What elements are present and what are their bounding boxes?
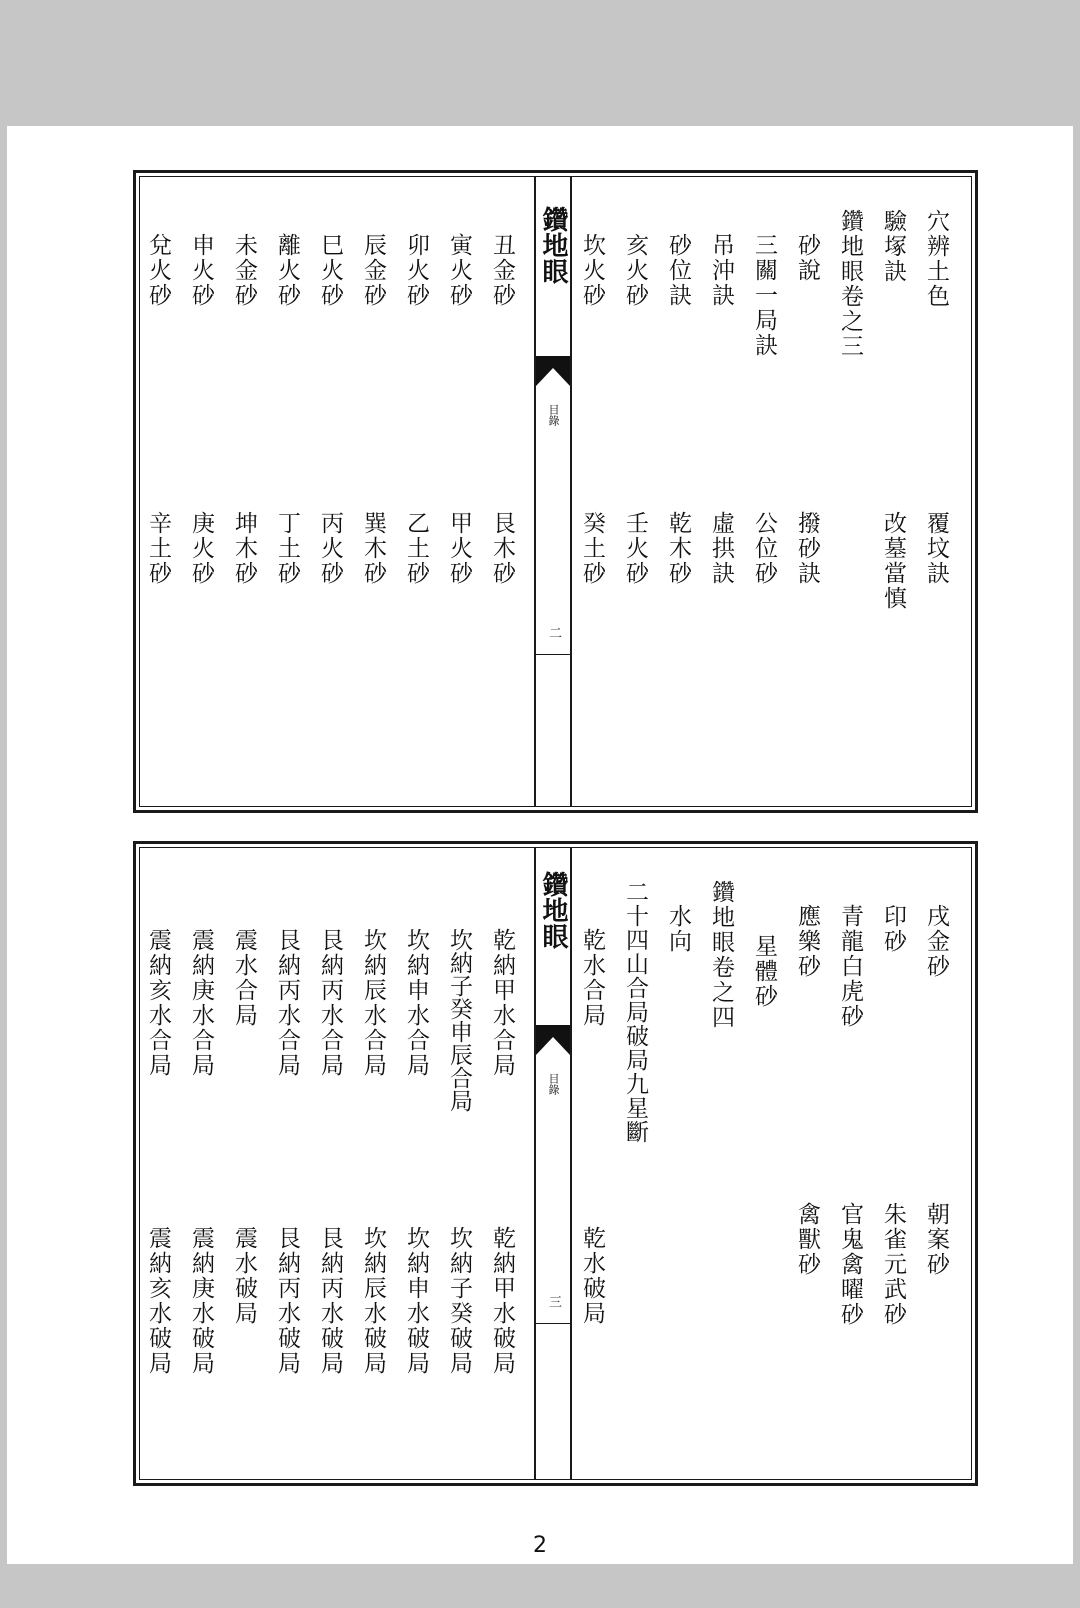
toc-entry: 改墓當慎 — [880, 511, 906, 611]
toc-entry: 艮納丙水破局 — [317, 1226, 343, 1376]
fishtail-mark — [536, 1025, 570, 1055]
gutter-rule — [536, 654, 570, 655]
toc-entry: 甲火砂 — [446, 511, 472, 586]
toc-entry: 丁土砂 — [274, 511, 300, 586]
toc-entry: 朱雀元武砂 — [880, 1202, 906, 1327]
toc-entry: 覆坟訣 — [923, 511, 949, 586]
gutter-lower — [534, 847, 572, 1480]
toc-entry: 巽木砂 — [360, 511, 386, 586]
toc-entry: 坎納申水破局 — [403, 1226, 429, 1376]
toc-entry: 未金砂 — [231, 233, 257, 308]
toc-entry: 巳火砂 — [317, 233, 343, 308]
toc-entry: 印砂 — [880, 904, 906, 954]
toc-entry: 震水破局 — [231, 1226, 257, 1326]
toc-entry: 青龍白虎砂 — [837, 904, 863, 1029]
toc-entry: 離火砂 — [274, 233, 300, 308]
panel-lower — [133, 841, 978, 1486]
section-heading: 水向 — [665, 904, 691, 954]
toc-entry: 星體砂 — [751, 934, 777, 1009]
toc-entry: 虛拱訣 — [708, 511, 734, 586]
toc-entry: 驗塚訣 — [880, 209, 906, 284]
toc-entry: 庚火砂 — [188, 511, 214, 586]
gutter-rule — [536, 1323, 570, 1324]
toc-entry: 震納庚水合局 — [188, 928, 214, 1078]
toc-entry: 艮納丙水合局 — [317, 928, 343, 1078]
toc-entry: 坎納子癸破局 — [446, 1226, 472, 1376]
volume-heading: 鑽地眼卷之三 — [837, 209, 863, 359]
toc-entry: 公位砂 — [751, 511, 777, 586]
toc-entry: 坎納子癸申辰合局 — [446, 928, 472, 1112]
toc-entry: 亥火砂 — [622, 233, 648, 308]
toc-entry: 癸土砂 — [579, 511, 605, 586]
toc-entry: 三關一局訣 — [751, 233, 777, 358]
toc-entry: 坎納辰水合局 — [360, 928, 386, 1078]
gutter-title: 鑽地眼 — [538, 871, 568, 949]
toc-entry: 艮木砂 — [489, 511, 515, 586]
toc-entry: 申火砂 — [188, 233, 214, 308]
toc-entry: 吊沖訣 — [708, 233, 734, 308]
toc-entry: 坤木砂 — [231, 511, 257, 586]
toc-entry: 卯火砂 — [403, 233, 429, 308]
toc-entry: 坎納辰水破局 — [360, 1226, 386, 1376]
toc-entry: 丙火砂 — [317, 511, 343, 586]
toc-entry: 乾水破局 — [579, 1226, 605, 1326]
toc-entry: 坎火砂 — [579, 233, 605, 308]
toc-entry: 穴辨土色 — [923, 209, 949, 309]
gutter-upper — [534, 176, 572, 807]
toc-entry: 乙土砂 — [403, 511, 429, 586]
toc-entry: 寅火砂 — [446, 233, 472, 308]
toc-entry: 壬火砂 — [622, 511, 648, 586]
toc-entry: 震納亥水破局 — [145, 1226, 171, 1376]
toc-entry: 砂位訣 — [665, 233, 691, 308]
toc-entry: 辛土砂 — [145, 511, 171, 586]
gutter-page: 二 — [546, 626, 561, 639]
toc-entry: 震水合局 — [231, 928, 257, 1028]
toc-entry: 艮納丙水合局 — [274, 928, 300, 1078]
toc-entry: 乾納甲水合局 — [489, 928, 515, 1078]
gutter-section: 目錄 — [547, 404, 560, 426]
toc-entry: 丑金砂 — [489, 233, 515, 308]
toc-entry: 官鬼禽曜砂 — [837, 1202, 863, 1327]
toc-entry: 朝案砂 — [923, 1202, 949, 1277]
toc-entry: 乾納甲水破局 — [489, 1226, 515, 1376]
gutter-title: 鑽地眼 — [538, 206, 568, 284]
toc-entry: 辰金砂 — [360, 233, 386, 308]
toc-entry: 艮納丙水破局 — [274, 1226, 300, 1376]
toc-entry: 乾水合局 — [579, 928, 605, 1028]
panel-upper — [133, 170, 978, 813]
gutter-section: 目錄 — [547, 1073, 560, 1095]
toc-entry: 震納庚水破局 — [188, 1226, 214, 1376]
toc-entry: 乾木砂 — [665, 511, 691, 586]
toc-entry: 應樂砂 — [794, 904, 820, 979]
volume-heading: 鑽地眼卷之四 — [708, 880, 734, 1030]
scanned-page — [7, 126, 1073, 1564]
toc-entry: 震納亥水合局 — [145, 928, 171, 1078]
toc-entry: 坎納申水合局 — [403, 928, 429, 1078]
toc-entry: 砂說 — [794, 233, 820, 283]
toc-entry: 撥砂訣 — [794, 511, 820, 586]
toc-entry: 禽獸砂 — [794, 1202, 820, 1277]
toc-entry: 戌金砂 — [923, 904, 949, 979]
gutter-page: 三 — [546, 1295, 561, 1308]
page-number: 2 — [533, 1533, 547, 1558]
section-heading: 二十四山合局破局九星斷 — [622, 880, 648, 1144]
toc-entry: 兌火砂 — [145, 233, 171, 308]
fishtail-mark — [536, 356, 570, 386]
